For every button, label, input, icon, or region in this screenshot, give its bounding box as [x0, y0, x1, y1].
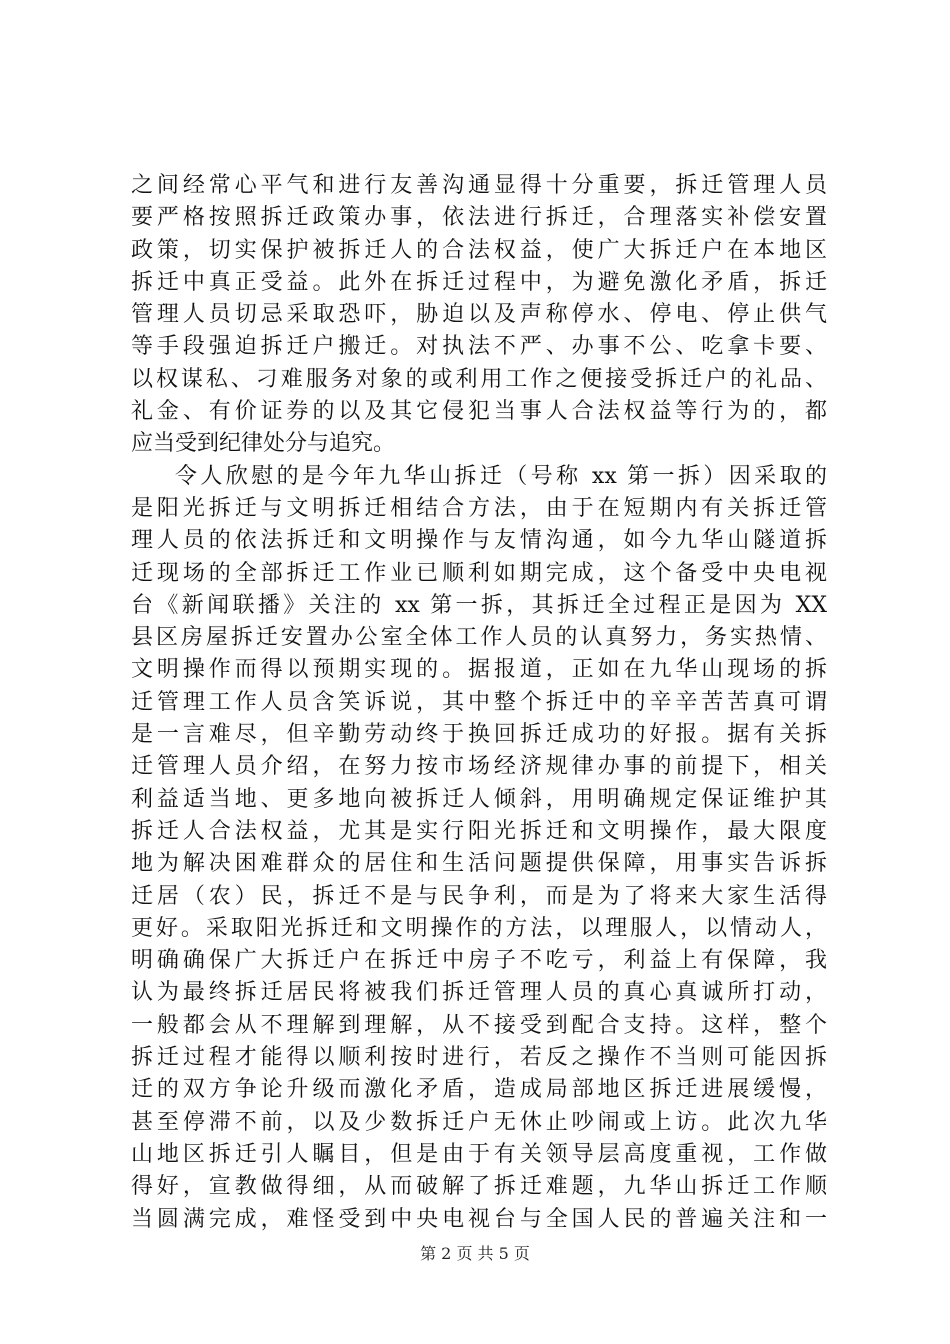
- text-line: 政策，切实保护被拆迁人的合法权益，使广大拆迁户在本地区: [131, 237, 827, 263]
- text-line: 认为最终拆迁居民将被我们拆迁管理人员的真心真诚所打动，: [131, 980, 827, 1006]
- text-line: 迁现场的全部拆迁工作业已顺利如期完成，这个备受中央电视: [131, 560, 827, 586]
- text-line: 是一言难尽，但辛勤劳动终于换回拆迁成功的好报。据有关拆: [131, 722, 827, 748]
- text-line: 更好。采取阳光拆迁和文明操作的方法，以理服人，以情动人，: [131, 915, 827, 941]
- text-line: 地为解决困难群众的居住和生活问题提供保障，用事实告诉拆: [131, 851, 827, 877]
- text-line: 等手段强迫拆迁户搬迁。对执法不严、办事不公、吃拿卡要、: [131, 334, 827, 360]
- text-line: 当圆满完成，难怪受到中央电视台与全国人民的普遍关注和一: [131, 1206, 827, 1232]
- text-line: 利益适当地、更多地向被拆迁人倾斜，用明确规定保证维护其: [131, 786, 827, 812]
- text-line: 迁的双方争论升级而激化矛盾，造成局部地区拆迁进展缓慢，: [131, 1077, 827, 1103]
- text-line: 之间经常心平气和进行友善沟通显得十分重要，拆迁管理人员: [131, 173, 827, 198]
- paragraph-1: [131, 170, 827, 461]
- text-line: 山地区拆迁引人瞩目，但是由于有关领导层高度重视，工作做: [131, 1141, 827, 1167]
- text-line: 管理人员切忌采取恐吓，胁迫以及声称停水、停电、停止供气: [131, 302, 827, 328]
- text-line: 以权谋私、刁难服务对象的或利用工作之便接受拆迁户的礼品、: [131, 366, 827, 392]
- text-line: 拆迁中真正受益。此外在拆迁过程中，为避免激化矛盾，拆迁: [131, 269, 827, 295]
- text-line: 拆迁过程才能得以顺利按时进行，若反之操作不当则可能因拆: [131, 1045, 827, 1071]
- text-line: 甚至停滞不前，以及少数拆迁户无休止吵闹或上访。此次九华: [131, 1109, 827, 1135]
- text-line: 要严格按照拆迁政策办事，依法进行拆迁，合理落实补偿安置: [131, 205, 827, 231]
- document-body: [131, 170, 827, 1236]
- text-line: 理人员的依法拆迁和文明操作与友情沟通，如今九华山隧道拆: [131, 528, 827, 554]
- text-line: 迁管理工作人员含笑诉说，其中整个拆迁中的辛辛苦苦真可谓: [131, 689, 827, 715]
- text-line: 拆迁人合法权益，尤其是实行阳光拆迁和文明操作，最大限度: [131, 818, 827, 844]
- text-line: 迁居（农）民，拆迁不是与民争利，而是为了将来大家生活得: [131, 883, 827, 909]
- text-line: 明确确保广大拆迁户在拆迁中房子不吃亏，利益上有保障，我: [131, 948, 827, 974]
- text-line: 迁管理人员介绍，在努力按市场经济规律办事的前提下，相关: [131, 754, 827, 780]
- text-line: 一般都会从不理解到理解，从不接受到配合支持。这样，整个: [131, 1012, 827, 1038]
- text-line: 应当受到纪律处分与追究。: [131, 431, 396, 457]
- text-line: 文明操作而得以预期实现的。据报道，正如在九华山现场的拆: [131, 657, 827, 683]
- text-line: 令人欣慰的是今年九华山拆迁（号称 xx 第一拆）因采取的: [175, 463, 827, 489]
- text-line: 是阳光拆迁与文明拆迁相结合方法，由于在短期内有关拆迁管: [131, 495, 827, 521]
- page-number-footer: 第 2 页 共 5 页: [420, 1244, 530, 1263]
- text-line: 得好，宣教做得细，从而破解了拆迁难题，九华山拆迁工作顺: [131, 1174, 827, 1200]
- text-line: 台《新闻联播》关注的 xx 第一拆，其拆迁全过程正是因为 XX: [131, 592, 827, 618]
- text-line: 礼金、有价证券的以及其它侵犯当事人合法权益等行为的，都: [131, 399, 827, 425]
- text-line: 县区房屋拆迁安置办公室全体工作人员的认真努力，务实热情、: [131, 625, 827, 651]
- paragraph-2: [131, 461, 827, 1236]
